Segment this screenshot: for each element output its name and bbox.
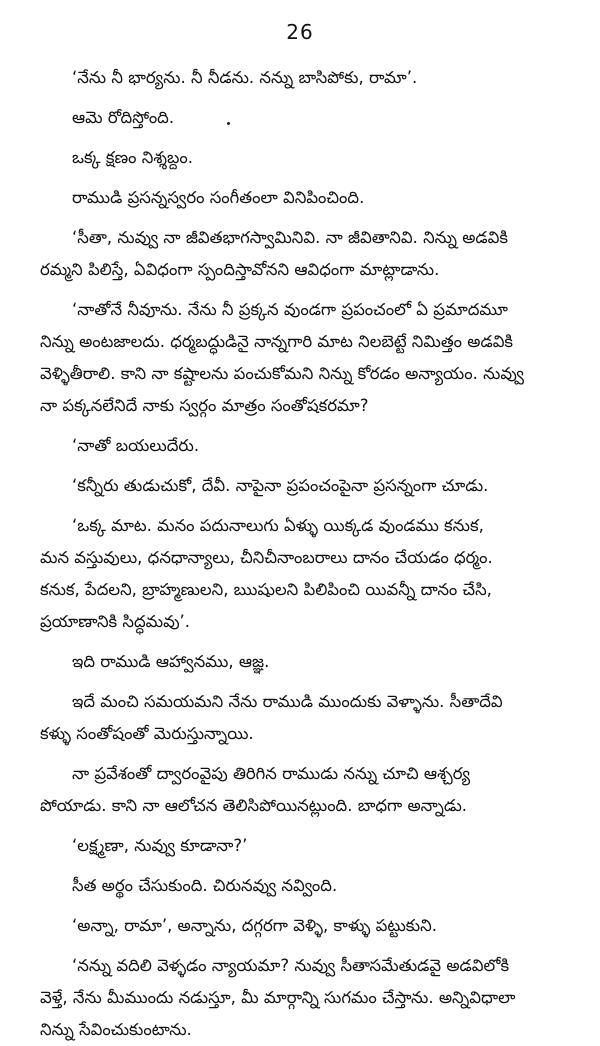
text-line: ఇదే మంచి సమయమని నేను రాముడి ముందుకు వెళ్ళాను. సీతాదేవి <box>72 692 503 711</box>
text-line: ‘నన్ను వదిలి వెళ్ళడం న్యాయమా? నువ్వు సీతాసమేతుడవై అడవిలోకి <box>72 956 510 975</box>
paragraph <box>40 62 560 94</box>
text-line: రమ్మని పిలిస్తే, ఏవిధంగా స్పందిస్తావోనని ఆవిధంగా మాట్లాడాను. <box>40 260 440 279</box>
text-line: ‘నాతో బయలుదేరు. <box>72 436 200 455</box>
text-line: రాముడి ప్రసన్నస్వరం సంగీతంలా వినిపించింది. <box>72 188 365 207</box>
text-line: వెళ్ళితీరాలి. కాని నా కష్టాలను పంచుకోమని నిన్ను కోరడం అన్యాయం. నువ్వు <box>40 364 524 383</box>
paragraph <box>40 222 560 286</box>
paragraph <box>40 646 560 678</box>
text-line: సీత అర్థం చేసుకుంది. చిరునవ్వు నవ్వింది. <box>72 876 338 895</box>
paragraph <box>40 910 560 942</box>
text-line: కనుక, పేదలని, బ్రాహ్మణులని, ఋషులని పిలిపించి యివన్నీ దానం చేసి, <box>40 580 492 599</box>
text-line: వెళ్తే, నేను మీముందు నడుస్తూ, మీ మార్గాన్ని సుగమం చేస్తాను. అన్నివిధాలా <box>40 988 516 1007</box>
paragraph <box>40 182 560 214</box>
text-line: ఆమె రోదిస్తోంది. <box>72 108 175 127</box>
text-line: నిన్ను సేవించుకుంటాను. <box>40 1020 192 1039</box>
paragraph <box>40 758 560 822</box>
text-line: ‘కన్నీరు తుడుచుకో, దేవీ. నాపైనా ప్రపంచంపైనా ప్రసన్నంగా చూడు. <box>72 476 489 495</box>
text-line: ‘లక్ష్మణా, నువ్వు కూడానా?’ <box>72 836 248 855</box>
body-text <box>40 62 560 1046</box>
paragraph <box>40 294 560 422</box>
text-line: ‘నేను నీ భార్యను. నీ నీడను. నన్ను బాసిపోకు, రామా’. <box>72 68 418 87</box>
ink-speck <box>227 122 230 125</box>
paragraph <box>40 870 560 902</box>
paragraph <box>40 430 560 462</box>
paragraph <box>40 142 560 174</box>
text-line: కళ్ళు సంతోషంతో మెరుస్తున్నాయి. <box>40 724 254 743</box>
text-line: ‘నాతోనే నీవూను. నేను నీ ప్రక్కన వుండగా ప్రపంచంలో ఏ ప్రమాదమూ <box>72 300 508 319</box>
paragraph <box>40 686 560 750</box>
text-line: నా పక్కనలేనిదే నాకు స్వర్గం మాత్రం సంతోషకరమా? <box>40 396 369 415</box>
text-line: ‘సీతా, నువ్వు నా జీవితభాగస్వామినివి. నా జీవితానివి. నిన్ను అడవికి <box>72 228 508 247</box>
text-line: నిన్ను అంటజాలదు. ధర్మబద్ధుడినై నాన్నగారి మాట నిలబెట్టే నిమిత్తం అడవికి <box>40 332 514 351</box>
paragraph <box>40 950 560 1046</box>
text-line: ‘ఒక్క మాట. మనం పదునాలుగు ఏళ్ళు యిక్కడ వుండము కనుక, <box>72 516 484 535</box>
paragraph <box>40 470 560 502</box>
text-line: నా ప్రవేశంతో ద్వారంవైపు తిరిగిన రాముడు నన్ను చూచి ఆశ్చర్య <box>72 764 471 783</box>
paragraph <box>40 102 560 134</box>
text-line: ‘అన్నా, రామా’, అన్నాను, దగ్గరగా వెళ్ళి, కాళ్ళు పట్టుకుని. <box>72 916 437 935</box>
page-number: 26 <box>286 20 314 44</box>
text-line: ప్రయాణానికి సిద్ధమవు’. <box>40 612 191 631</box>
text-line: ఒక్క క్షణం నిశ్శబ్దం. <box>72 148 193 167</box>
text-line: మన వస్తువులు, ధనధాన్యాలు, చీనిచీనాంబరాలు దానం చేయడం ధర్మం. <box>40 548 493 567</box>
paragraph <box>40 510 560 638</box>
text-line: పోయాడు. కాని నా ఆలోచన తెలిసిపోయినట్లుంది. బాధగా అన్నాడు. <box>40 796 468 815</box>
paragraph <box>40 830 560 862</box>
text-line: ఇది రాముడి ఆహ్వానము, ఆజ్ఞ. <box>72 652 270 671</box>
